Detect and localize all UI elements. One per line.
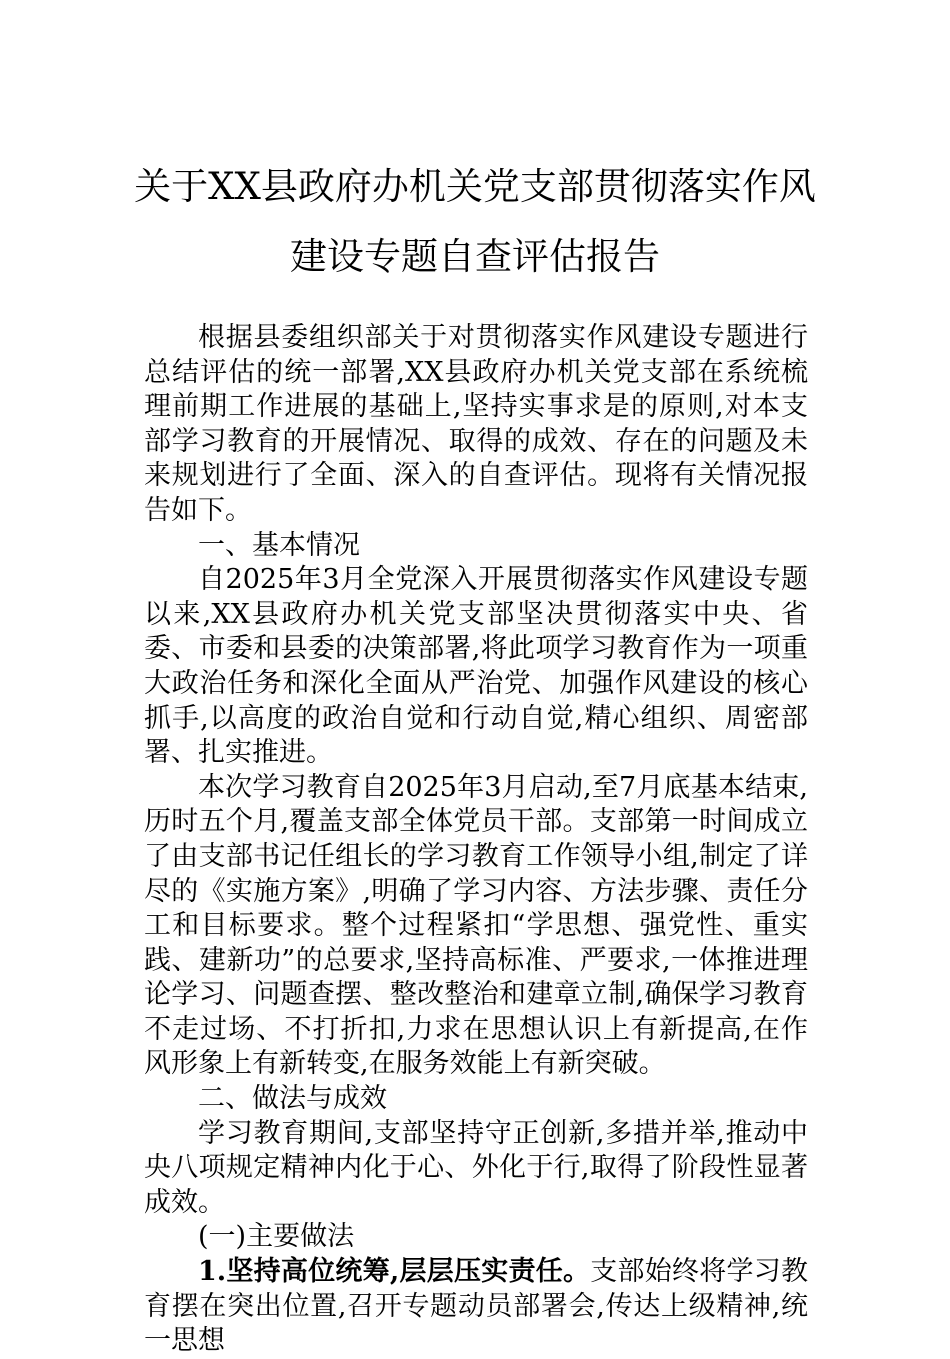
document-title-line-1: 关于XX县政府办机关党支部贯彻落实作风 bbox=[134, 165, 816, 208]
point-lead: 1.坚持高位统筹,层层压实责任。 bbox=[198, 1256, 591, 1288]
intro-paragraph: 根据县委组织部关于对贯彻落实作风建设专题进行总结评估的统一部署,XX县政府办机关党支部在系统梳理前期工作进展的基础上,坚持实事求是的原则,对本支部学习教育的开展情况、取得的成效、存在的问题及未来规划进行了全面、深入的自查评估。现将有关情况报告如下。 bbox=[144, 322, 808, 526]
point-text: 支部始终将学习教育摆在突出位置,召开专题动员部署会,传达上级精神,统一思想 bbox=[144, 1256, 809, 1357]
point-paragraph bbox=[144, 1255, 808, 1359]
measures-paragraph: 学习教育期间,支部坚持守正创新,多措并举,推动中央八项规定精神内化于心、外化于行,取得了阶段性显著成效。 bbox=[144, 1117, 808, 1218]
basic-paragraph-1: 自2025年3月全党深入开展贯彻落实作风建设专题以来,XX县政府办机关党支部坚决贯彻落实中央、省委、市委和县委的决策部署,将此项学习教育作为一项重大政治任务和深化全面从严治党、加强作风建设的核心抓手,以高度的政治自觉和行动自觉,精心组织、周密部署、扎实推进。 bbox=[144, 564, 808, 769]
document-body bbox=[144, 321, 808, 1359]
section-heading-basic: 一、基本情况 bbox=[198, 529, 360, 561]
subsection-heading: (一)主要做法 bbox=[198, 1221, 355, 1253]
document-title-line-2: 建设专题自查评估报告 bbox=[290, 235, 660, 278]
section-heading-measures: 二、做法与成效 bbox=[198, 1083, 387, 1115]
basic-paragraph-2: 本次学习教育自2025年3月启动,至7月底基本结束,历时五个月,覆盖支部全体党员干部。支部第一时间成立了由支部书记任组长的学习教育工作领导小组,制定了详尽的《实施方案》,明确了学习内容、方法步骤、责任分工和目标要求。整个过程紧扣“学思想、强党性、重实践、建新功”的总要求,坚持高标准、严要求,一体推进理论学习、问题查摆、整改整治和建章立制,确保学习教育不走过场、不打折扣,力求在思想认识上有新提高,在作风形象上有新转变,在服务效能上有新突破。 bbox=[144, 771, 808, 1080]
